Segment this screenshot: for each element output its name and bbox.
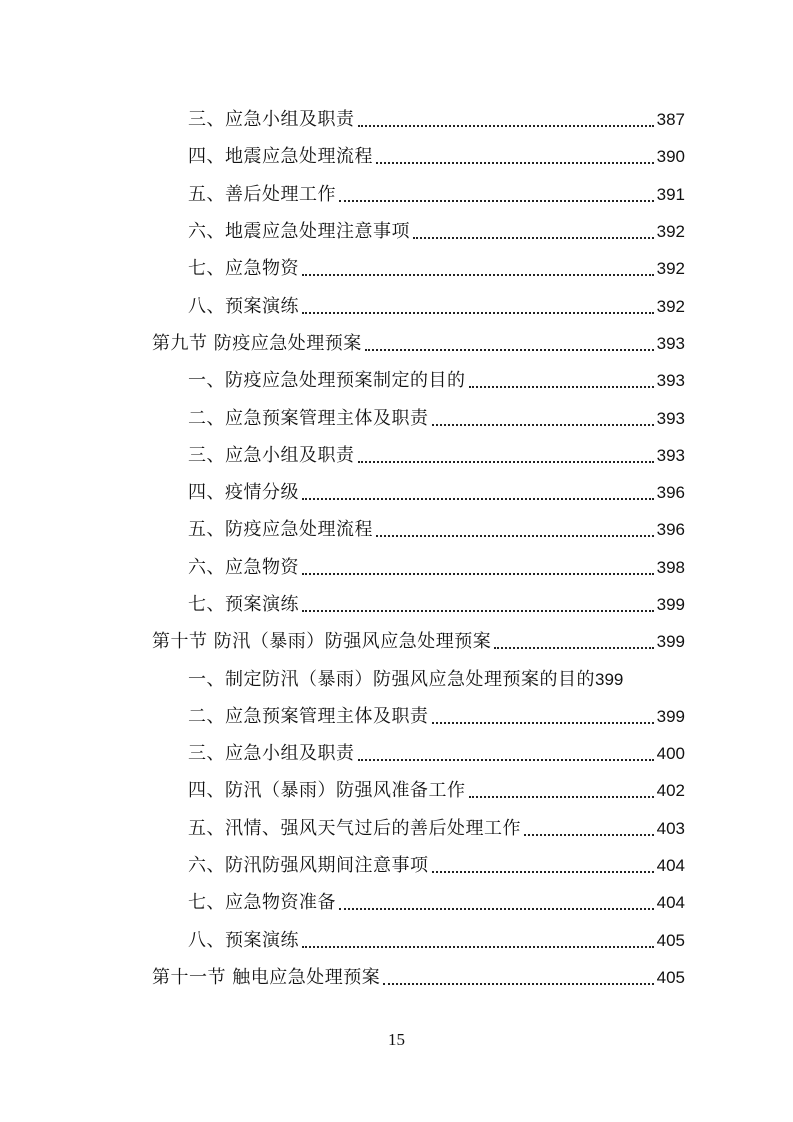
toc-entry[interactable]: [0, 660, 793, 697]
toc-entry[interactable]: [0, 362, 685, 399]
toc-entry-page: 392: [656, 296, 685, 316]
toc-entry-page: 405: [656, 930, 685, 950]
toc-dot-leader: [358, 735, 654, 772]
toc-section-entry[interactable]: [0, 623, 685, 660]
toc-entry[interactable]: [0, 250, 685, 287]
toc-entry-label: 六、防汛防强风期间注意事项: [188, 855, 429, 877]
toc-entry-page: 387: [656, 110, 685, 130]
toc-dot-leader: [469, 362, 654, 399]
toc-entry[interactable]: [0, 810, 685, 847]
toc-entry-label: 六、地震应急处理注意事项: [188, 221, 410, 243]
toc-dot-leader: [339, 176, 654, 213]
toc-dot-leader: [358, 101, 654, 138]
toc-entry[interactable]: [0, 474, 685, 511]
toc-entry[interactable]: [0, 213, 685, 250]
toc-entry-page: 392: [656, 222, 685, 242]
toc-entry[interactable]: [0, 772, 685, 809]
toc-entry-label: 三、应急小组及职责: [188, 444, 355, 466]
toc-entry-page: 396: [656, 483, 685, 503]
toc-dot-leader: [432, 698, 654, 735]
toc-entry-label: 二、应急预案管理主体及职责: [188, 705, 429, 727]
toc-entry-label: 七、应急物资: [188, 258, 299, 280]
toc-entry-label: 第十节 防汛（暴雨）防强风应急处理预案: [152, 631, 492, 653]
toc-section-entry[interactable]: [0, 325, 685, 362]
toc-entry[interactable]: [0, 138, 685, 175]
toc-entry[interactable]: [0, 884, 685, 921]
toc-entry-label: 第十一节 触电应急处理预案: [152, 966, 381, 988]
toc-section-entry[interactable]: [0, 959, 685, 996]
toc-dot-leader: [365, 325, 654, 362]
toc-entry-label: 四、防汛（暴雨）防强风准备工作: [188, 780, 466, 802]
toc-entry-page: 392: [656, 259, 685, 279]
toc-entry-page: 399: [595, 669, 624, 689]
toc-dot-leader: [302, 474, 654, 511]
toc-entry[interactable]: [0, 922, 685, 959]
table-of-contents: [0, 101, 793, 996]
toc-entry[interactable]: [0, 735, 685, 772]
page-number: 15: [388, 1030, 405, 1049]
toc-entry-label: 八、预案演练: [188, 929, 299, 951]
toc-entry[interactable]: [0, 176, 685, 213]
toc-entry-page: 391: [656, 184, 685, 204]
toc-entry[interactable]: [0, 287, 685, 324]
toc-entry-page: 404: [656, 893, 685, 913]
toc-dot-leader: [469, 772, 654, 809]
toc-entry-label: 五、汛情、强风天气过后的善后处理工作: [188, 817, 521, 839]
toc-entry[interactable]: [0, 101, 685, 138]
toc-dot-leader: [302, 250, 654, 287]
toc-dot-leader: [339, 884, 654, 921]
toc-entry-label: 六、应急物资: [188, 556, 299, 578]
toc-dot-leader: [302, 288, 654, 325]
toc-entry-page: 403: [656, 818, 685, 838]
toc-entry-page: 393: [656, 333, 685, 353]
toc-dot-leader: [376, 511, 654, 548]
toc-entry[interactable]: [0, 511, 685, 548]
toc-entry-label: 第九节 防疫应急处理预案: [152, 332, 362, 354]
toc-entry-page: 390: [656, 147, 685, 167]
toc-dot-leader: [432, 400, 654, 437]
toc-entry[interactable]: [0, 399, 685, 436]
toc-dot-leader: [383, 959, 653, 996]
toc-dot-leader: [432, 847, 654, 884]
toc-entry-page: 393: [656, 408, 685, 428]
toc-entry-label: 三、应急小组及职责: [188, 109, 355, 131]
toc-entry[interactable]: [0, 549, 685, 586]
toc-dot-leader: [302, 922, 654, 959]
toc-dot-leader: [302, 586, 654, 623]
toc-entry-page: 399: [656, 632, 685, 652]
toc-entry-page: 393: [656, 445, 685, 465]
toc-entry-page: 405: [656, 967, 685, 987]
toc-entry[interactable]: [0, 847, 685, 884]
toc-entry-label: 七、预案演练: [188, 594, 299, 615]
toc-entry-label: 三、应急小组及职责: [188, 743, 355, 765]
toc-entry[interactable]: [0, 437, 685, 474]
toc-dot-leader: [358, 437, 654, 474]
toc-entry-page: 402: [656, 781, 685, 801]
toc-entry-label: 五、善后处理工作: [188, 183, 336, 205]
toc-entry-page: 393: [656, 371, 685, 391]
toc-entry-label: 八、预案演练: [188, 295, 299, 317]
toc-entry-page: 404: [656, 856, 685, 876]
toc-entry-label: 四、地震应急处理流程: [188, 146, 373, 168]
toc-entry-label: 七、应急物资准备: [188, 892, 336, 914]
toc-entry-page: 399: [656, 595, 685, 614]
toc-entry-page: 400: [656, 744, 685, 764]
toc-dot-leader: [524, 810, 654, 847]
toc-entry-label: 一、制定防汛（暴雨）防强风应急处理预案的目的: [188, 668, 595, 690]
toc-entry-label: 一、防疫应急处理预案制定的目的: [188, 370, 466, 392]
toc-entry-label: 四、疫情分级: [188, 482, 299, 504]
toc-entry[interactable]: [0, 586, 685, 623]
toc-entry-page: 398: [656, 557, 685, 577]
toc-dot-leader: [413, 213, 654, 250]
toc-entry-page: 399: [656, 706, 685, 726]
toc-dot-leader: [494, 623, 653, 660]
toc-entry-page: 396: [656, 520, 685, 540]
toc-dot-leader: [376, 138, 654, 175]
toc-entry[interactable]: [0, 698, 685, 735]
toc-entry-label: 二、应急预案管理主体及职责: [188, 407, 429, 429]
toc-dot-leader: [302, 549, 654, 586]
toc-entry-label: 五、防疫应急处理流程: [188, 519, 373, 541]
